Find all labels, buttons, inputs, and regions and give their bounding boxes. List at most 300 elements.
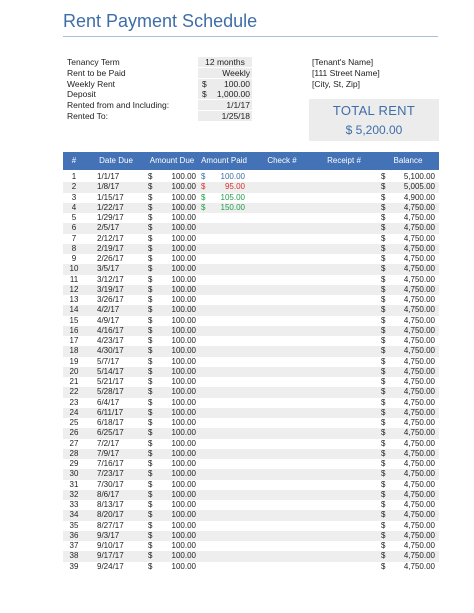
- row-number: 37: [69, 541, 79, 550]
- info-label-tenancy-term: Tenancy Term: [67, 57, 120, 67]
- table-row[interactable]: [63, 418, 439, 428]
- row-balance: 4,750.00: [403, 274, 435, 284]
- row-due-currency: $: [148, 182, 153, 192]
- row-number: 17: [69, 336, 79, 345]
- header-amount-due[interactable]: Amount Due: [149, 156, 195, 165]
- row-balance: 4,750.00: [403, 233, 435, 243]
- row-balance: 4,750.00: [403, 305, 435, 315]
- row-amount-due: 100.00: [171, 469, 196, 479]
- row-due-currency: $: [148, 315, 153, 325]
- table-row[interactable]: [63, 326, 439, 336]
- table-row[interactable]: [63, 469, 439, 479]
- row-balance-currency: $: [381, 366, 386, 376]
- row-date-due: 7/2/17: [97, 438, 120, 448]
- row-balance-currency: $: [381, 336, 386, 345]
- row-due-currency: $: [148, 469, 153, 479]
- row-amount-due: 100.00: [171, 387, 196, 397]
- row-balance-currency: $: [381, 254, 386, 263]
- header-number[interactable]: #: [71, 156, 77, 165]
- row-balance-currency: $: [381, 346, 386, 356]
- row-due-currency: $: [148, 172, 153, 181]
- row-number: 21: [69, 377, 79, 386]
- table-row[interactable]: [63, 264, 439, 274]
- row-balance: 4,750.00: [403, 366, 435, 376]
- row-amount-due: 100.00: [171, 284, 196, 294]
- row-number: 11: [69, 274, 79, 284]
- row-due-currency: $: [148, 500, 153, 509]
- row-amount-paid[interactable]: 95.00: [224, 182, 245, 192]
- row-due-currency: $: [148, 541, 153, 550]
- info-label-rent-to-be-paid: Rent to be Paid: [67, 68, 126, 78]
- row-number: 1: [71, 172, 77, 181]
- total-rent-label: TOTAL RENT: [332, 103, 416, 118]
- table-row[interactable]: [63, 459, 439, 469]
- row-balance-currency: $: [381, 561, 386, 571]
- weekly-rent-currency: $: [202, 79, 207, 89]
- row-date-due: 3/26/17: [97, 295, 124, 304]
- row-balance: 4,750.00: [403, 202, 435, 212]
- row-date-due: 1/22/17: [97, 202, 124, 212]
- row-amount-due: 100.00: [171, 233, 196, 243]
- row-balance-currency: $: [381, 274, 386, 284]
- row-number: 23: [69, 397, 79, 407]
- row-balance: 4,750.00: [403, 530, 435, 540]
- row-amount-due: 100.00: [171, 366, 196, 376]
- row-amount-due: 100.00: [171, 274, 196, 284]
- row-amount-due: 100.00: [171, 407, 196, 417]
- header-balance[interactable]: Balance: [393, 156, 423, 165]
- row-due-currency: $: [148, 243, 153, 253]
- row-date-due: 4/30/17: [97, 346, 124, 356]
- row-due-currency: $: [148, 202, 153, 212]
- row-date-due: 3/12/17: [97, 274, 124, 284]
- table-row[interactable]: [63, 357, 439, 367]
- row-amount-paid[interactable]: 105.00: [220, 192, 245, 202]
- row-balance-currency: $: [381, 223, 386, 233]
- table-row[interactable]: [63, 305, 439, 315]
- row-due-currency: $: [148, 459, 153, 468]
- row-date-due: 1/1/17: [97, 172, 120, 181]
- row-amount-paid[interactable]: 150.00: [220, 202, 245, 212]
- row-number: 33: [69, 500, 79, 509]
- row-balance-currency: $: [381, 418, 386, 427]
- table-row[interactable]: [63, 500, 439, 510]
- row-number: 32: [69, 489, 79, 499]
- row-amount-due: 100.00: [171, 489, 196, 499]
- row-due-currency: $: [148, 325, 153, 335]
- table-row[interactable]: [63, 182, 439, 192]
- row-date-due: 4/16/17: [97, 325, 124, 335]
- row-amount-due: 100.00: [171, 438, 196, 448]
- row-amount-due: 100.00: [171, 295, 196, 304]
- table-row[interactable]: [63, 244, 439, 254]
- row-date-due: 9/24/17: [97, 561, 124, 571]
- header-check[interactable]: Check #: [267, 156, 297, 165]
- row-amount-due: 100.00: [171, 530, 196, 540]
- row-amount-due: 100.00: [171, 520, 196, 530]
- row-amount-due: 100.00: [171, 459, 196, 468]
- row-amount-due: 100.00: [171, 325, 196, 335]
- row-balance-currency: $: [381, 469, 386, 479]
- weekly-rent-value: 100.00: [224, 79, 250, 89]
- table-row[interactable]: [63, 213, 439, 223]
- total-rent-box: [309, 99, 439, 141]
- row-due-currency: $: [148, 438, 153, 448]
- row-balance-currency: $: [381, 315, 386, 325]
- row-balance: 4,750.00: [403, 469, 435, 479]
- row-amount-due: 100.00: [171, 561, 196, 571]
- row-amount-due: 100.00: [171, 202, 196, 212]
- row-balance: 4,900.00: [403, 192, 435, 202]
- row-due-currency: $: [148, 346, 153, 356]
- row-date-due: 8/13/17: [97, 500, 124, 509]
- row-due-currency: $: [148, 510, 153, 520]
- table-row[interactable]: [63, 377, 439, 387]
- row-number: 22: [69, 387, 79, 397]
- row-due-currency: $: [148, 448, 153, 458]
- row-balance-currency: $: [381, 438, 386, 448]
- table-row[interactable]: [63, 531, 439, 541]
- row-balance-currency: $: [381, 428, 386, 438]
- table-row[interactable]: [63, 551, 439, 561]
- row-balance: 4,750.00: [403, 387, 435, 397]
- table-row[interactable]: [63, 336, 439, 346]
- row-balance: 4,750.00: [403, 356, 435, 366]
- row-balance-currency: $: [381, 541, 386, 550]
- row-date-due: 4/9/17: [97, 315, 120, 325]
- row-balance-currency: $: [381, 510, 386, 520]
- schedule-table-body: [63, 172, 439, 572]
- row-amount-due: 100.00: [171, 397, 196, 407]
- row-due-currency: $: [148, 551, 153, 561]
- header-amount-paid[interactable]: Amount Paid: [201, 156, 247, 165]
- row-number: 25: [69, 418, 79, 427]
- rent-frequency-field[interactable]: Weekly: [198, 68, 252, 78]
- row-date-due: 2/19/17: [97, 243, 124, 253]
- row-date-due: 7/9/17: [97, 448, 120, 458]
- row-balance: 4,750.00: [403, 325, 435, 335]
- row-number: 26: [69, 428, 79, 438]
- row-date-due: 4/23/17: [97, 336, 124, 345]
- row-number: 36: [69, 530, 79, 540]
- row-number: 8: [71, 243, 77, 253]
- row-number: 5: [71, 213, 77, 222]
- row-date-due: 8/27/17: [97, 520, 124, 530]
- row-due-currency: $: [148, 305, 153, 315]
- row-date-due: 2/26/17: [97, 254, 124, 263]
- row-date-due: 8/20/17: [97, 510, 124, 520]
- row-balance: 4,750.00: [403, 510, 435, 520]
- row-number: 3: [71, 192, 77, 202]
- row-due-currency: $: [148, 397, 153, 407]
- row-date-due: 3/19/17: [97, 284, 124, 294]
- row-balance: 5,005.00: [403, 182, 435, 192]
- row-balance: 4,750.00: [403, 295, 435, 304]
- row-date-due: 2/12/17: [97, 233, 124, 243]
- table-row[interactable]: [63, 254, 439, 264]
- row-balance-currency: $: [381, 377, 386, 386]
- row-balance: 4,750.00: [403, 551, 435, 561]
- row-amount-due: 100.00: [171, 510, 196, 520]
- table-row[interactable]: [63, 541, 439, 551]
- row-due-currency: $: [148, 295, 153, 304]
- row-date-due: 5/7/17: [97, 356, 120, 366]
- row-balance-currency: $: [381, 356, 386, 366]
- row-balance-currency: $: [381, 325, 386, 335]
- row-date-due: 6/11/17: [97, 407, 124, 417]
- row-date-due: 9/3/17: [97, 530, 120, 540]
- row-date-due: 7/30/17: [97, 479, 124, 489]
- row-amount-due: 100.00: [171, 213, 196, 222]
- row-date-due: 2/5/17: [97, 223, 120, 233]
- tenancy-term-field[interactable]: 12 months: [198, 57, 252, 67]
- row-balance: 4,750.00: [403, 541, 435, 550]
- row-balance-currency: $: [381, 192, 386, 202]
- table-row[interactable]: [63, 387, 439, 397]
- row-amount-due: 100.00: [171, 254, 196, 263]
- row-balance: 4,750.00: [403, 520, 435, 530]
- table-row[interactable]: [63, 490, 439, 500]
- row-balance: 4,750.00: [403, 418, 435, 427]
- row-balance-currency: $: [381, 530, 386, 540]
- row-due-currency: $: [148, 387, 153, 397]
- tenant-street[interactable]: [111 Street Name]: [312, 68, 380, 78]
- table-row[interactable]: [63, 316, 439, 326]
- table-row[interactable]: [63, 172, 439, 182]
- row-balance: 4,750.00: [403, 223, 435, 233]
- table-row[interactable]: [63, 521, 439, 531]
- row-balance: 4,750.00: [403, 243, 435, 253]
- row-balance: 4,750.00: [403, 428, 435, 438]
- row-date-due: 4/2/17: [97, 305, 120, 315]
- table-row[interactable]: [63, 193, 439, 203]
- total-rent-value: $ 5,200.00: [345, 123, 403, 137]
- row-number: 10: [69, 264, 79, 274]
- info-label-weekly-rent: Weekly Rent: [67, 79, 116, 89]
- info-label-rented-from: Rented from and Including:: [67, 100, 170, 110]
- row-number: 35: [69, 520, 79, 530]
- row-due-currency: $: [148, 489, 153, 499]
- row-number: 19: [69, 356, 79, 366]
- info-label-rented-to: Rented To:: [67, 111, 108, 121]
- row-amount-due: 100.00: [171, 541, 196, 550]
- row-amount-due: 100.00: [171, 479, 196, 489]
- schedule-table-header: [63, 152, 439, 170]
- deposit-currency: $: [202, 89, 207, 99]
- table-row[interactable]: [63, 295, 439, 305]
- row-balance: 4,750.00: [403, 284, 435, 294]
- row-number: 18: [69, 346, 79, 356]
- row-amount-due: 100.00: [171, 172, 196, 181]
- row-date-due: 7/23/17: [97, 469, 124, 479]
- rented-to-field[interactable]: 1/25/18: [198, 111, 252, 121]
- row-date-due: 3/5/17: [97, 264, 120, 274]
- row-date-due: 5/28/17: [97, 387, 124, 397]
- row-due-currency: $: [148, 254, 153, 263]
- row-balance-currency: $: [381, 172, 386, 181]
- deposit-field[interactable]: [198, 89, 252, 99]
- row-balance: 4,750.00: [403, 459, 435, 468]
- row-amount-due: 100.00: [171, 551, 196, 561]
- row-balance: 4,750.00: [403, 561, 435, 571]
- row-due-currency: $: [148, 561, 153, 571]
- row-amount-due: 100.00: [171, 500, 196, 509]
- weekly-rent-field[interactable]: [198, 79, 252, 89]
- row-amount-due: 100.00: [171, 315, 196, 325]
- row-due-currency: $: [148, 479, 153, 489]
- row-number: 13: [69, 295, 79, 304]
- row-balance: 4,750.00: [403, 397, 435, 407]
- row-paid-currency: $: [201, 182, 206, 192]
- row-date-due: 8/6/17: [97, 489, 120, 499]
- row-balance: 4,750.00: [403, 264, 435, 274]
- row-amount-due: 100.00: [171, 264, 196, 274]
- row-balance-currency: $: [381, 182, 386, 192]
- row-balance-currency: $: [381, 213, 386, 222]
- row-date-due: 9/10/17: [97, 541, 124, 550]
- row-amount-due: 100.00: [171, 336, 196, 345]
- row-balance-currency: $: [381, 264, 386, 274]
- row-number: 38: [69, 551, 79, 561]
- row-number: 30: [69, 469, 79, 479]
- row-date-due: 1/15/17: [97, 192, 124, 202]
- table-row[interactable]: [63, 510, 439, 520]
- row-balance-currency: $: [381, 243, 386, 253]
- row-balance-currency: $: [381, 202, 386, 212]
- row-due-currency: $: [148, 356, 153, 366]
- row-number: 12: [69, 284, 79, 294]
- rented-from-field[interactable]: 1/1/17: [198, 100, 252, 110]
- row-number: 15: [69, 315, 79, 325]
- row-number: 28: [69, 448, 79, 458]
- row-number: 6: [71, 223, 77, 233]
- row-balance: 4,750.00: [403, 448, 435, 458]
- row-balance-currency: $: [381, 448, 386, 458]
- row-balance-currency: $: [381, 233, 386, 243]
- row-due-currency: $: [148, 284, 153, 294]
- row-paid-currency: $: [201, 192, 206, 202]
- row-amount-due: 100.00: [171, 192, 196, 202]
- table-row[interactable]: [63, 223, 439, 233]
- row-balance: 4,750.00: [403, 377, 435, 386]
- row-balance: 4,750.00: [403, 336, 435, 345]
- table-row[interactable]: [63, 398, 439, 408]
- table-row[interactable]: [63, 285, 439, 295]
- row-balance-currency: $: [381, 520, 386, 530]
- row-number: 31: [69, 479, 79, 489]
- row-balance-currency: $: [381, 407, 386, 417]
- table-row[interactable]: [63, 275, 439, 285]
- table-row[interactable]: [63, 439, 439, 449]
- row-balance: 4,750.00: [403, 315, 435, 325]
- row-due-currency: $: [148, 192, 153, 202]
- table-row[interactable]: [63, 408, 439, 418]
- table-row[interactable]: [63, 428, 439, 438]
- row-due-currency: $: [148, 233, 153, 243]
- row-balance-currency: $: [381, 284, 386, 294]
- row-balance: 4,750.00: [403, 407, 435, 417]
- table-row[interactable]: [63, 562, 439, 572]
- row-amount-due: 100.00: [171, 243, 196, 253]
- row-number: 16: [69, 325, 79, 335]
- table-row[interactable]: [63, 449, 439, 459]
- row-amount-paid[interactable]: 100.00: [220, 172, 245, 181]
- row-number: 39: [69, 561, 79, 571]
- row-balance: 4,750.00: [403, 254, 435, 263]
- row-balance-currency: $: [381, 295, 386, 304]
- row-balance-currency: $: [381, 479, 386, 489]
- table-row[interactable]: [63, 203, 439, 213]
- row-balance-currency: $: [381, 551, 386, 561]
- info-label-deposit: Deposit: [67, 89, 96, 99]
- row-balance-currency: $: [381, 305, 386, 315]
- row-due-currency: $: [148, 223, 153, 233]
- row-number: 7: [71, 233, 77, 243]
- row-number: 29: [69, 459, 79, 468]
- row-amount-due: 100.00: [171, 377, 196, 386]
- row-number: 2: [71, 182, 77, 192]
- row-date-due: 6/4/17: [97, 397, 120, 407]
- row-amount-due: 100.00: [171, 418, 196, 427]
- row-amount-due: 100.00: [171, 182, 196, 192]
- deposit-value: 1,000.00: [216, 89, 250, 99]
- row-balance: 4,750.00: [403, 500, 435, 509]
- row-balance: 4,750.00: [403, 213, 435, 222]
- row-paid-currency: $: [201, 202, 206, 212]
- row-balance-currency: $: [381, 489, 386, 499]
- row-balance: 4,750.00: [403, 479, 435, 489]
- row-amount-due: 100.00: [171, 346, 196, 356]
- table-row[interactable]: [63, 480, 439, 490]
- row-date-due: 5/14/17: [97, 366, 124, 376]
- row-amount-due: 100.00: [171, 223, 196, 233]
- row-date-due: 5/21/17: [97, 377, 124, 386]
- row-due-currency: $: [148, 264, 153, 274]
- table-row[interactable]: [63, 367, 439, 377]
- row-number: 4: [71, 202, 77, 212]
- row-number: 24: [69, 407, 79, 417]
- row-number: 20: [69, 366, 79, 376]
- row-number: 27: [69, 438, 79, 448]
- page-title: Rent Payment Schedule: [63, 11, 258, 31]
- row-amount-due: 100.00: [171, 428, 196, 438]
- row-date-due: 7/16/17: [97, 459, 124, 468]
- tenant-name[interactable]: [Tenant's Name]: [312, 57, 374, 67]
- row-balance: 4,750.00: [403, 438, 435, 448]
- table-row[interactable]: [63, 346, 439, 356]
- header-date-due[interactable]: Date Due: [99, 156, 133, 165]
- row-amount-due: 100.00: [171, 356, 196, 366]
- row-due-currency: $: [148, 418, 153, 427]
- row-due-currency: $: [148, 336, 153, 345]
- row-number: 14: [69, 305, 79, 315]
- row-balance: 4,750.00: [403, 489, 435, 499]
- row-due-currency: $: [148, 366, 153, 376]
- row-due-currency: $: [148, 530, 153, 540]
- row-due-currency: $: [148, 428, 153, 438]
- tenant-city[interactable]: [City, St, Zip]: [312, 79, 361, 89]
- row-balance-currency: $: [381, 500, 386, 509]
- row-amount-due: 100.00: [171, 305, 196, 315]
- header-receipt[interactable]: Receipt #: [327, 156, 361, 165]
- table-row[interactable]: [63, 234, 439, 244]
- row-date-due: 6/25/17: [97, 428, 124, 438]
- row-due-currency: $: [148, 520, 153, 530]
- row-number: 9: [71, 254, 77, 263]
- row-date-due: 9/17/17: [97, 551, 124, 561]
- row-due-currency: $: [148, 407, 153, 417]
- row-balance-currency: $: [381, 387, 386, 397]
